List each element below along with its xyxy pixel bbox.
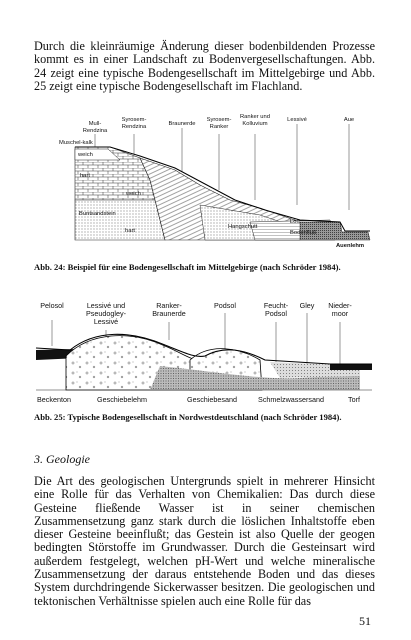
fig24-label-lessive: Lessivé (287, 117, 307, 123)
fig24-label-syrosem-rendzina: Syrosem-Rendzina (121, 117, 147, 130)
fig25-label-pelosol: Pelosol (40, 301, 64, 310)
fig24-label-auenlehm: Auenlehm (336, 243, 365, 249)
fig25-label-geschiebesand: Geschiebesand (187, 395, 237, 404)
fig25-label-niedermoor: Nieder-moor (328, 301, 352, 319)
fig25-label-lessive: Lessivé und Pseudogley-Lessivé (86, 301, 126, 327)
page-number: 51 (359, 614, 371, 628)
fig25-label-torf: Torf (348, 395, 360, 404)
fig24-label-weich-1: weich (78, 152, 93, 158)
fig24-label-loess: Löß (290, 219, 300, 225)
fig24-label-ranker-kolluvium: Ranker und Kolluvium (240, 114, 270, 127)
fig24-label-hart-1: hart (80, 173, 90, 179)
fig25-label-podsol: Podsol (214, 301, 236, 310)
fig24-label-muschelkalk: Muschel-kalk (59, 140, 93, 146)
fig24-label-buntsandstein: Buntsandstein (79, 211, 116, 217)
section-heading: 3. Geologie (34, 452, 90, 466)
fig25-label-geschiebelehm: Geschiebelehm (97, 395, 147, 404)
fig25-label-schmelzwassersand: Schmelzwassersand (258, 395, 324, 404)
fig25-label-gley: Gley (299, 301, 315, 310)
figure-25-caption: Abb. 25: Typische Bodengesellschaft in Nordwestdeutschland (nach Schröder 1984). (34, 412, 342, 422)
fig24-label-mull-rendzina: Mull-Rendzina (82, 121, 108, 134)
fig24-label-hangschutt: Hangschutt (228, 224, 258, 230)
fig24-label-hart-2: hart (125, 228, 135, 234)
fig24-label-weich-2: weich (126, 191, 141, 197)
fig25-label-ranker-braunerde: Ranker-Braunerde (152, 301, 186, 319)
fig24-label-bodenfluss: Bodenfluß (290, 230, 317, 236)
body-paragraph: Die Art des geologischen Untergrunds spielt in mehrerer Hinsicht eine Rolle für das Verhalten von Chemikalien: Das durch diese Gesteine fließende Wasser ist in seiner chemischen Zusammensetzung ganz stark durch die löslichen Inhaltstoffe eben dieser Gesteine beeinflußt; das Gestein ist also Quelle der geogen bedingten Störstoffe im Grundwasser. Durch die Gesteinsart wird außerdem festgelegt, welchen pH-Wert und welche mineralische Zusammensetzung der daraus entstehende Boden und das dieses System durchdringende Sickerwasser besitzen. Die geologischen und tektonischen Verhältnisse spielen auch eine Rolle für das (34, 474, 375, 608)
fig25-label-beckenton: Beckenton (37, 395, 71, 404)
fig25-label-feucht-podsol: Feucht-Podsol (263, 301, 289, 319)
intro-paragraph: Durch die kleinräumige Änderung dieser bodenbildenden Prozesse kommt es in einer Landschaft zu Bodenvergesellschaftungen. Abb. 24 zeigt eine typische Bodengesellschaft im Mittelgebirge und Abb. 25 zeigt eine typische Bodengesellschaft im Flachland. (34, 39, 375, 93)
fig24-label-aue: Aue (343, 117, 355, 123)
figure-24-caption: Abb. 24: Beispiel für eine Bodengesellschaft im Mittelgebirge (nach Schröder 1984). (34, 262, 341, 272)
fig24-label-braunerde: Braunerde (168, 121, 196, 127)
fig24-label-syrosem-ranker: Syrosem-Ranker (206, 117, 232, 130)
